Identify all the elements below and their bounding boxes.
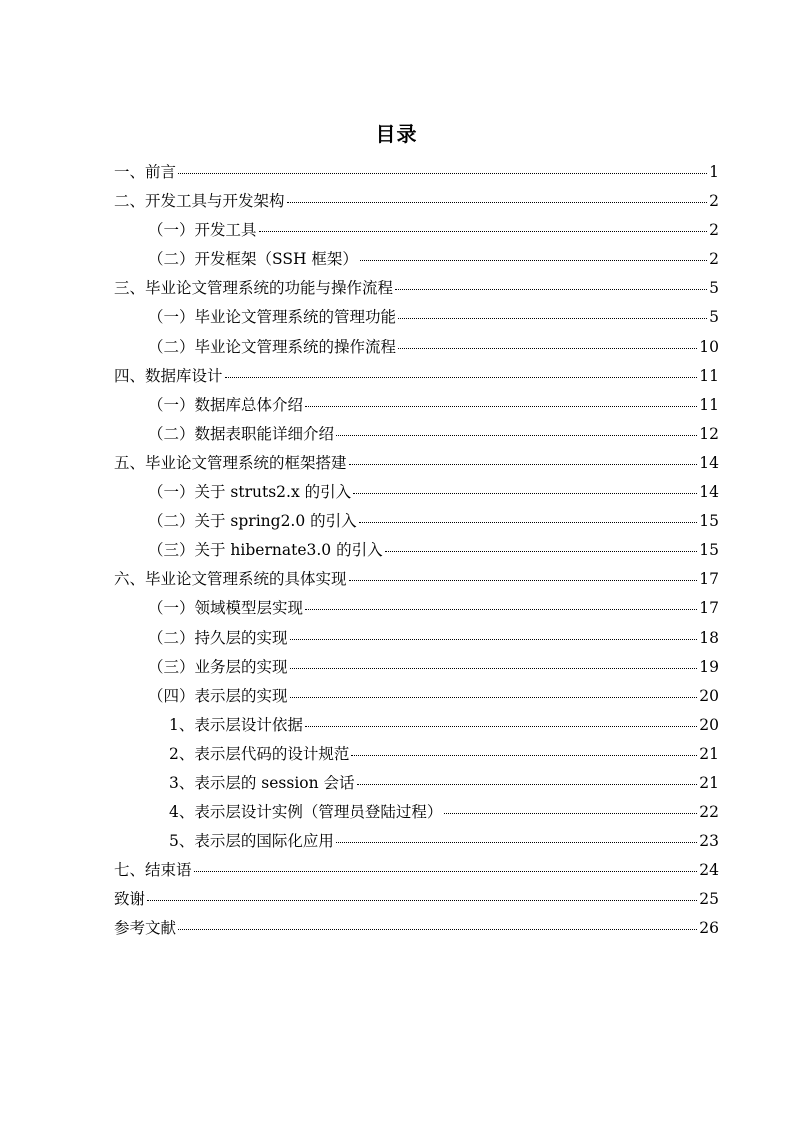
toc-entry-title: 六、毕业论文管理系统的具体实现 [114,570,347,589]
toc-dot-leader [398,347,697,349]
toc-entry[interactable] [114,594,719,623]
toc-entry-page-number: 21 [699,773,719,792]
toc-dot-leader [351,754,697,756]
toc-entry-title: （三）关于 hibernate3.0 的引入 [148,541,383,560]
toc-dot-leader [357,783,698,785]
toc-entry[interactable] [114,624,719,653]
toc-dot-leader [444,812,697,814]
toc-entry-page-number: 23 [699,832,719,851]
toc-entry-page-number: 17 [699,570,719,589]
toc-entry-title: 3、表示层的 session 会话 [169,773,355,792]
toc-dot-leader [385,550,698,552]
toc-entry-page-number: 18 [699,628,719,647]
toc-dot-leader [305,405,697,407]
toc-dot-leader [305,725,697,727]
toc-entry[interactable] [114,565,719,594]
toc-dot-leader [349,463,698,465]
toc-entry-title: （一）毕业论文管理系统的管理功能 [148,308,397,327]
toc-dot-leader [360,259,707,261]
toc-entry[interactable] [114,653,719,682]
toc-dot-leader [336,841,697,843]
toc-entry-page-number: 21 [699,744,719,763]
toc-dot-leader [305,608,697,610]
toc-entry[interactable] [114,391,719,420]
toc-entry[interactable] [114,245,719,274]
toc-entry[interactable] [114,682,719,711]
toc-entry-page-number: 24 [699,861,719,880]
toc-entry[interactable] [114,798,719,827]
toc-entry-title: （四）表示层的实现 [148,686,288,705]
toc-dot-leader [259,230,708,232]
toc-dot-leader [287,201,708,203]
toc-entry-title: （二）持久层的实现 [148,628,288,647]
toc-entry-page-number: 20 [699,686,719,705]
toc-entry[interactable] [114,856,719,885]
toc-entry-title: 五、毕业论文管理系统的框架搭建 [114,453,347,472]
toc-dot-leader [290,696,698,698]
toc-dot-leader [349,579,698,581]
toc-entry[interactable] [114,827,719,856]
toc-entry-title: （二）开发框架（SSH 框架） [148,250,358,269]
toc-entry[interactable] [114,216,719,245]
toc-entry-title: （二）数据表职能详细介绍 [148,424,335,443]
toc-entry[interactable] [114,769,719,798]
toc-entry-title: （一）开发工具 [148,221,257,240]
toc-entry[interactable] [114,420,719,449]
toc-entry-page-number: 10 [699,337,719,356]
toc-entry-title: 参考文献 [114,919,177,938]
toc-entry-title: （二）毕业论文管理系统的操作流程 [148,337,397,356]
toc-dot-leader [290,667,698,669]
toc-entry-page-number: 2 [709,192,719,211]
toc-entry-page-number: 20 [699,715,719,734]
toc-entry-title: 三、毕业论文管理系统的功能与操作流程 [114,279,394,298]
toc-entry-page-number: 14 [699,483,719,502]
toc-entry[interactable] [114,711,719,740]
toc-entry-page-number: 11 [699,395,719,414]
toc-entry[interactable] [114,507,719,536]
toc-entry-title: （一）关于 struts2.x 的引入 [148,483,352,502]
toc-dot-leader [398,317,707,319]
toc-dot-leader [395,288,707,290]
toc-dot-leader [359,521,698,523]
toc-entry[interactable] [114,187,719,216]
toc-dot-leader [353,492,697,494]
toc-entry-title: （三）业务层的实现 [148,657,288,676]
toc-entry-title: 七、结束语 [114,861,192,880]
toc-dot-leader [147,899,697,901]
toc-entry-title: 4、表示层设计实例（管理员登陆过程） [169,803,443,822]
toc-entry-page-number: 25 [699,890,719,909]
toc-entry-title: 5、表示层的国际化应用 [169,832,334,851]
toc-entry-page-number: 2 [709,250,719,269]
toc-entry-page-number: 5 [709,279,719,298]
toc-entry[interactable] [114,158,719,187]
toc-entry-page-number: 11 [699,366,719,385]
toc-entry[interactable] [114,536,719,565]
toc-entry-page-number: 19 [699,657,719,676]
toc-entry[interactable] [114,362,719,391]
toc-entry-page-number: 12 [699,424,719,443]
toc-entry-title: （一）领域模型层实现 [148,599,304,618]
toc-entry-title: （二）关于 spring2.0 的引入 [148,512,357,531]
toc-entry-title: 2、表示层代码的设计规范 [169,744,350,763]
toc-title: 目录 [375,122,418,146]
toc-entry-title: （一）数据库总体介绍 [148,395,304,414]
toc-entry[interactable] [114,885,719,914]
toc-dot-leader [290,638,698,640]
toc-entry-title: 四、数据库设计 [114,366,223,385]
toc-entry[interactable] [114,303,719,332]
toc-entry-page-number: 22 [699,803,719,822]
toc-entry[interactable] [114,478,719,507]
toc-entry[interactable] [114,274,719,303]
toc-dot-leader [194,870,698,872]
toc-dot-leader [178,172,707,174]
toc-dot-leader [336,434,697,436]
toc-entry[interactable] [114,333,719,362]
toc-entry-page-number: 14 [699,453,719,472]
toc-entry-page-number: 26 [699,919,719,938]
toc-entry-page-number: 15 [699,512,719,531]
toc-entry-page-number: 2 [709,221,719,240]
toc-list [114,158,719,944]
toc-entry-page-number: 15 [699,541,719,560]
toc-dot-leader [178,928,697,930]
toc-entry[interactable] [114,914,719,943]
toc-entry[interactable] [114,449,719,478]
toc-dot-leader [225,376,698,378]
toc-entry-page-number: 5 [709,308,719,327]
toc-entry[interactable] [114,740,719,769]
toc-entry-title: 1、表示层设计依据 [169,715,303,734]
toc-entry-title: 一、前言 [114,163,177,181]
toc-entry-title: 致谢 [114,890,146,909]
toc-entry-page-number: 1 [709,163,719,181]
toc-entry-title: 二、开发工具与开发架构 [114,192,285,211]
toc-entry-page-number: 17 [699,599,719,618]
